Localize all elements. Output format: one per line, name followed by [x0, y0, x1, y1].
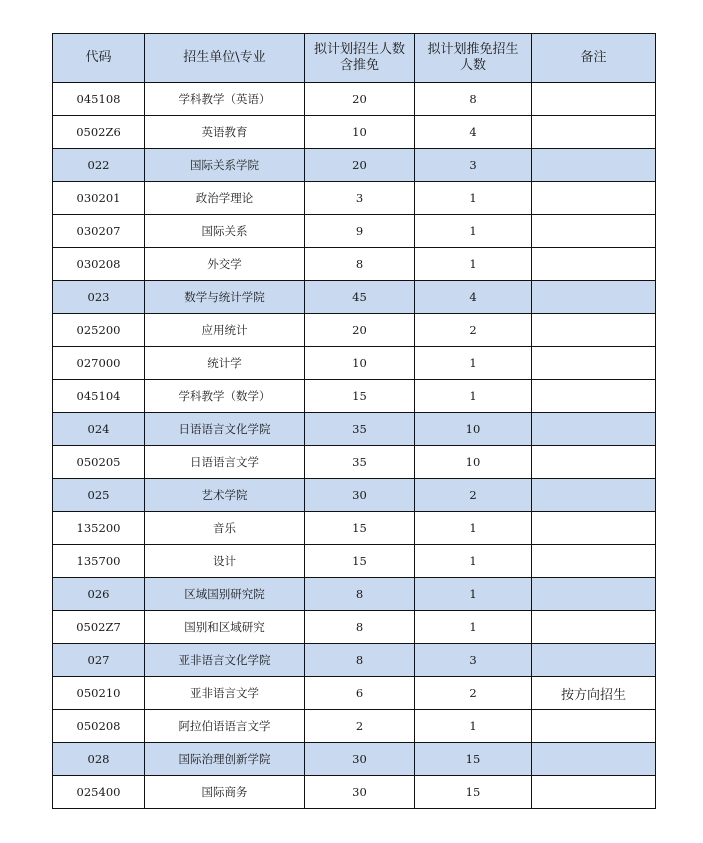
cell-exempt: 4	[415, 281, 532, 314]
major-row	[53, 512, 656, 545]
cell-unit: 区域国别研究院	[145, 578, 305, 611]
college-row	[53, 743, 656, 776]
header-code: 代码	[53, 34, 145, 83]
cell-code: 024	[53, 413, 145, 446]
cell-unit: 英语教育	[145, 116, 305, 149]
cell-code: 027000	[53, 347, 145, 380]
cell-note	[532, 116, 656, 149]
college-row	[53, 413, 656, 446]
cell-unit: 国别和区域研究	[145, 611, 305, 644]
header-row	[53, 34, 656, 83]
cell-note	[532, 545, 656, 578]
header-plan-line1: 拟计划招生人数	[313, 42, 405, 57]
cell-note	[532, 512, 656, 545]
cell-unit: 应用统计	[145, 314, 305, 347]
cell-plan: 8	[305, 644, 415, 677]
cell-plan: 45	[305, 281, 415, 314]
cell-code: 050208	[53, 710, 145, 743]
major-row	[53, 314, 656, 347]
major-row	[53, 677, 656, 710]
cell-note	[532, 578, 656, 611]
cell-note	[532, 479, 656, 512]
cell-exempt: 15	[415, 776, 532, 809]
cell-plan: 30	[305, 479, 415, 512]
cell-plan: 35	[305, 446, 415, 479]
cell-unit: 学科教学（英语）	[145, 83, 305, 116]
header-plan-line2: 含推免	[339, 58, 379, 73]
cell-note	[532, 743, 656, 776]
cell-note	[532, 413, 656, 446]
cell-plan: 30	[305, 743, 415, 776]
header-exempt	[415, 34, 532, 83]
cell-plan: 10	[305, 347, 415, 380]
cell-note	[532, 611, 656, 644]
cell-unit: 政治学理论	[145, 182, 305, 215]
college-row	[53, 578, 656, 611]
cell-unit: 亚非语言文化学院	[145, 644, 305, 677]
cell-unit: 音乐	[145, 512, 305, 545]
cell-unit: 亚非语言文学	[145, 677, 305, 710]
cell-exempt: 3	[415, 644, 532, 677]
cell-unit: 设计	[145, 545, 305, 578]
cell-plan: 10	[305, 116, 415, 149]
major-row	[53, 215, 656, 248]
cell-plan: 2	[305, 710, 415, 743]
cell-code: 135200	[53, 512, 145, 545]
cell-unit: 国际治理创新学院	[145, 743, 305, 776]
major-row	[53, 446, 656, 479]
cell-code: 030208	[53, 248, 145, 281]
cell-code: 135700	[53, 545, 145, 578]
cell-unit: 国际关系	[145, 215, 305, 248]
major-row	[53, 380, 656, 413]
cell-unit: 日语语言文学	[145, 446, 305, 479]
cell-code: 045104	[53, 380, 145, 413]
cell-note	[532, 314, 656, 347]
cell-exempt: 1	[415, 248, 532, 281]
cell-plan: 8	[305, 611, 415, 644]
college-row	[53, 644, 656, 677]
cell-note	[532, 215, 656, 248]
cell-code: 025200	[53, 314, 145, 347]
major-row	[53, 347, 656, 380]
cell-exempt: 1	[415, 611, 532, 644]
cell-unit: 数学与统计学院	[145, 281, 305, 314]
cell-plan: 8	[305, 578, 415, 611]
cell-exempt: 4	[415, 116, 532, 149]
cell-plan: 8	[305, 248, 415, 281]
cell-unit: 日语语言文化学院	[145, 413, 305, 446]
cell-plan: 15	[305, 512, 415, 545]
cell-exempt: 1	[415, 380, 532, 413]
major-row	[53, 776, 656, 809]
header-exempt-line2: 人数	[459, 58, 486, 73]
cell-note	[532, 710, 656, 743]
cell-code: 025400	[53, 776, 145, 809]
cell-unit: 国际商务	[145, 776, 305, 809]
college-row	[53, 281, 656, 314]
cell-code: 025	[53, 479, 145, 512]
cell-code: 022	[53, 149, 145, 182]
cell-plan: 6	[305, 677, 415, 710]
header-note: 备注	[532, 34, 656, 83]
cell-exempt: 8	[415, 83, 532, 116]
major-row	[53, 182, 656, 215]
cell-plan: 30	[305, 776, 415, 809]
cell-note	[532, 776, 656, 809]
cell-plan: 3	[305, 182, 415, 215]
cell-exempt: 1	[415, 512, 532, 545]
cell-unit: 外交学	[145, 248, 305, 281]
major-row	[53, 116, 656, 149]
table-body	[53, 83, 656, 809]
enrollment-plan-table	[52, 33, 656, 809]
college-row	[53, 479, 656, 512]
cell-code: 050205	[53, 446, 145, 479]
cell-exempt: 1	[415, 578, 532, 611]
table-header	[53, 34, 656, 83]
cell-code: 030207	[53, 215, 145, 248]
cell-plan: 15	[305, 380, 415, 413]
major-row	[53, 611, 656, 644]
cell-unit: 艺术学院	[145, 479, 305, 512]
cell-exempt: 2	[415, 314, 532, 347]
major-row	[53, 545, 656, 578]
cell-code: 030201	[53, 182, 145, 215]
cell-note	[532, 347, 656, 380]
cell-unit: 国际关系学院	[145, 149, 305, 182]
cell-exempt: 3	[415, 149, 532, 182]
cell-code: 0502Z7	[53, 611, 145, 644]
cell-unit: 学科教学（数学）	[145, 380, 305, 413]
cell-note	[532, 380, 656, 413]
cell-note	[532, 446, 656, 479]
cell-unit: 统计学	[145, 347, 305, 380]
cell-note: 按方向招生	[532, 677, 656, 710]
cell-code: 023	[53, 281, 145, 314]
cell-plan: 20	[305, 314, 415, 347]
cell-note	[532, 248, 656, 281]
cell-code: 028	[53, 743, 145, 776]
cell-plan: 9	[305, 215, 415, 248]
cell-code: 027	[53, 644, 145, 677]
cell-note	[532, 149, 656, 182]
cell-exempt: 1	[415, 545, 532, 578]
cell-exempt: 10	[415, 413, 532, 446]
cell-note	[532, 281, 656, 314]
cell-plan: 35	[305, 413, 415, 446]
header-exempt-line1: 拟计划推免招生	[427, 42, 519, 57]
college-row	[53, 149, 656, 182]
cell-code: 0502Z6	[53, 116, 145, 149]
major-row	[53, 248, 656, 281]
cell-exempt: 15	[415, 743, 532, 776]
cell-note	[532, 83, 656, 116]
cell-plan: 15	[305, 545, 415, 578]
cell-exempt: 2	[415, 479, 532, 512]
header-unit: 招生单位\专业	[145, 34, 305, 83]
cell-note	[532, 644, 656, 677]
major-row	[53, 83, 656, 116]
cell-exempt: 2	[415, 677, 532, 710]
cell-code: 026	[53, 578, 145, 611]
cell-exempt: 1	[415, 182, 532, 215]
cell-exempt: 10	[415, 446, 532, 479]
cell-note	[532, 182, 656, 215]
major-row	[53, 710, 656, 743]
cell-plan: 20	[305, 149, 415, 182]
cell-unit: 阿拉伯语语言文学	[145, 710, 305, 743]
cell-exempt: 1	[415, 347, 532, 380]
header-plan	[305, 34, 415, 83]
cell-code: 050210	[53, 677, 145, 710]
cell-code: 045108	[53, 83, 145, 116]
cell-exempt: 1	[415, 710, 532, 743]
cell-plan: 20	[305, 83, 415, 116]
cell-exempt: 1	[415, 215, 532, 248]
